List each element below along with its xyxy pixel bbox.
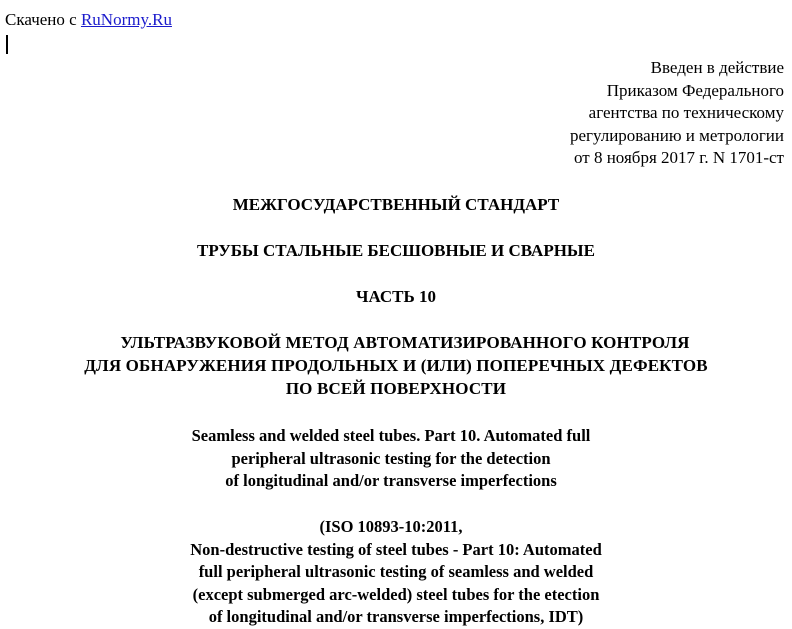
method-title-line: ДЛЯ ОБНАРУЖЕНИЯ ПРОДОЛЬНЫХ И (ИЛИ) ПОПЕРЕЧНЫХ ДЕФЕКТОВ bbox=[84, 356, 708, 375]
iso-reference-line: (except submerged arc-welded) steel tubes for the etection bbox=[192, 584, 600, 604]
english-title-line: Seamless and welded steel tubes. Part 10. Automated full bbox=[191, 426, 591, 445]
intro-line: Введен в действие bbox=[650, 58, 784, 77]
method-title bbox=[0, 331, 792, 400]
english-title bbox=[0, 425, 792, 493]
iso-reference-line: full peripheral ultrasonic testing of seamless and welded bbox=[198, 562, 594, 582]
intro-line: от 8 ноября 2017 г. N 1701-ст bbox=[574, 148, 784, 168]
iso-reference-line: (ISO 10893-10:2011, bbox=[319, 517, 463, 536]
iso-reference-line: of longitudinal and/or transverse imperfections, IDT) bbox=[208, 607, 584, 627]
intro-line: Приказом Федерального bbox=[606, 80, 784, 100]
english-title-line: of longitudinal and/or transverse imperfections bbox=[225, 471, 557, 491]
iso-reference-line: Non-destructive testing of steel tubes - Part 10: Automated bbox=[190, 539, 602, 559]
part-title: ЧАСТЬ 10 bbox=[355, 287, 436, 306]
tubes-title: ТРУБЫ СТАЛЬНЫЕ БЕСШОВНЫЕ И СВАРНЫЕ bbox=[197, 241, 595, 260]
method-title-line: УЛЬТРАЗВУКОВОЙ МЕТОД АВТОМАТИЗИРОВАННОГО КОНТРОЛЯ bbox=[120, 333, 690, 352]
text-cursor bbox=[6, 35, 8, 54]
intro-line: регулированию и метрологии bbox=[569, 125, 784, 145]
method-title-line: ПО ВСЕЙ ПОВЕРХНОСТИ bbox=[285, 379, 507, 398]
iso-reference bbox=[0, 516, 792, 629]
source-prefix: Скачено с bbox=[5, 10, 77, 29]
english-title-line: peripheral ultrasonic testing for the detection bbox=[231, 448, 551, 468]
source-link[interactable]: RuNormy.Ru bbox=[80, 10, 172, 29]
source-line bbox=[5, 10, 172, 30]
intro-block bbox=[570, 57, 784, 170]
standard-type-title: МЕЖГОСУДАРСТВЕННЫЙ СТАНДАРТ bbox=[232, 195, 560, 214]
intro-line: агентства по техническому bbox=[588, 103, 784, 123]
